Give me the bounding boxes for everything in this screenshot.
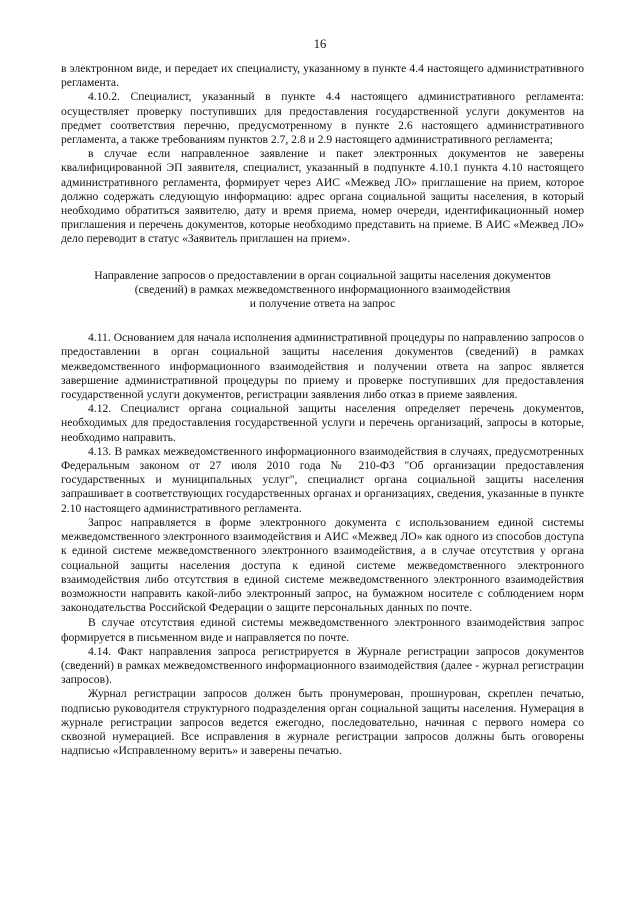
- paragraph: 4.12. Специалист органа социальной защиты населения определяет перечень документов, необходимых для предоставления государственной услуги и перечень организаций, запросы в которые, необходимо направить.: [61, 402, 584, 444]
- paragraph: в электронном виде, и передает их специалисту, указанному в пункте 4.4 настоящего административного регламента.: [61, 62, 584, 90]
- paragraph: в случае если направленное заявление и пакет электронных документов не заверены квалифицированной ЭП заявителя, специалист, указанный в подпункте 4.10.1 пункта 4.10 настоящего административного регламента, формирует через АИС «Межвед ЛО» приглашение на прием, которое должно содержать следующую информацию: адрес органа социальной защиты населения, в который необходимо обратиться заявителю, дату и время приема, номер очереди, идентификационный номер приглашения и перечень документов, которые необходимо представить на приеме. В АИС «Межвед ЛО» дело переводит в статус «Заявитель приглашен на прием».: [61, 147, 584, 246]
- page-number: 16: [313, 37, 327, 51]
- section-heading-line: и получение ответа на запрос: [249, 297, 396, 311]
- paragraph: Журнал регистрации запросов должен быть пронумерован, прошнурован, скреплен печатью, подписью руководителя структурного подразделения орган социальной защиты населения. Нумерация в журнале регистрации запросов ведется ежегодно, последовательно, начиная с первого номера со сквозной нумерацией. Все исправления в журнале регистрации запросов должны быть оговорены надписью «Исправленному верить» и заверены печатью.: [61, 687, 584, 758]
- section-heading: [61, 269, 584, 312]
- section-heading-line: (сведений) в рамках межведомственного информационного взаимодействия: [134, 282, 511, 296]
- paragraph: 4.13. В рамках межведомственного информационного взаимодействия в случаях, предусмотренных Федеральным законом от 27 июля 2010 года № 210-ФЗ "Об организации предоставления государственных и муниципальных услуг", специалист органа социальной защиты населения запрашивает в соответствующих государственных органах и организациях, сведения, указанные в пункте 2.10 настоящего административного регламента.: [61, 444, 584, 515]
- paragraph: 4.10.2. Специалист, указанный в пункте 4.4 настоящего административного регламента: осуществляет проверку поступивших для предоставления государственной услуги документов на предмет соответствия перечню, предусмотренному в пункте 2.6 настоящего административного регламента, а также требованиям пунктов 2.7, 2.8 и 2.9 настоящего административного регламента;: [61, 90, 584, 147]
- paragraph: Запрос направляется в форме электронного документа с использованием единой системы межведомственного электронного взаимодействия и АИС «Межвед ЛО» как одного из способов доступа к единой системе межведомственного электронного взаимодействия, а в случае отсутствия у органа социальной защиты населения доступа к единой системе межведомственного электронного взаимодействия либо отсутствия в единой системе межведомственного электронного взаимодействия возможности направить какой-либо электронный запрос, на бумажном носителе с соблюдением норм законодательства Российской Федерации о защите персональных данных по почте.: [61, 515, 584, 615]
- paragraph: 4.11. Основанием для начала исполнения административной процедуры по направлению запросов о предоставлении в орган социальной защиты населения документов (сведений) в рамках межведомственного информационного взаимодействия и получении ответа на запрос является завершение административной процедуры по приему и проверке поступивших для предоставления государственной услуги документов, регистрации заявления либо отказ в приеме заявления.: [61, 331, 584, 402]
- paragraph: В случае отсутствия единой системы межведомственного электронного взаимодействия запрос формируется в письменном виде и направляется по почте.: [61, 616, 584, 644]
- section-heading-line: Направление запросов о предоставлении в орган социальной защиты населения документов: [94, 268, 551, 282]
- page-body: [61, 62, 584, 758]
- paragraph: 4.14. Факт направления запроса регистрируется в Журнале регистрации запросов документов (сведений) в рамках межведомственного информационного взаимодействия (далее - журнал регистрации запросов).: [61, 644, 584, 687]
